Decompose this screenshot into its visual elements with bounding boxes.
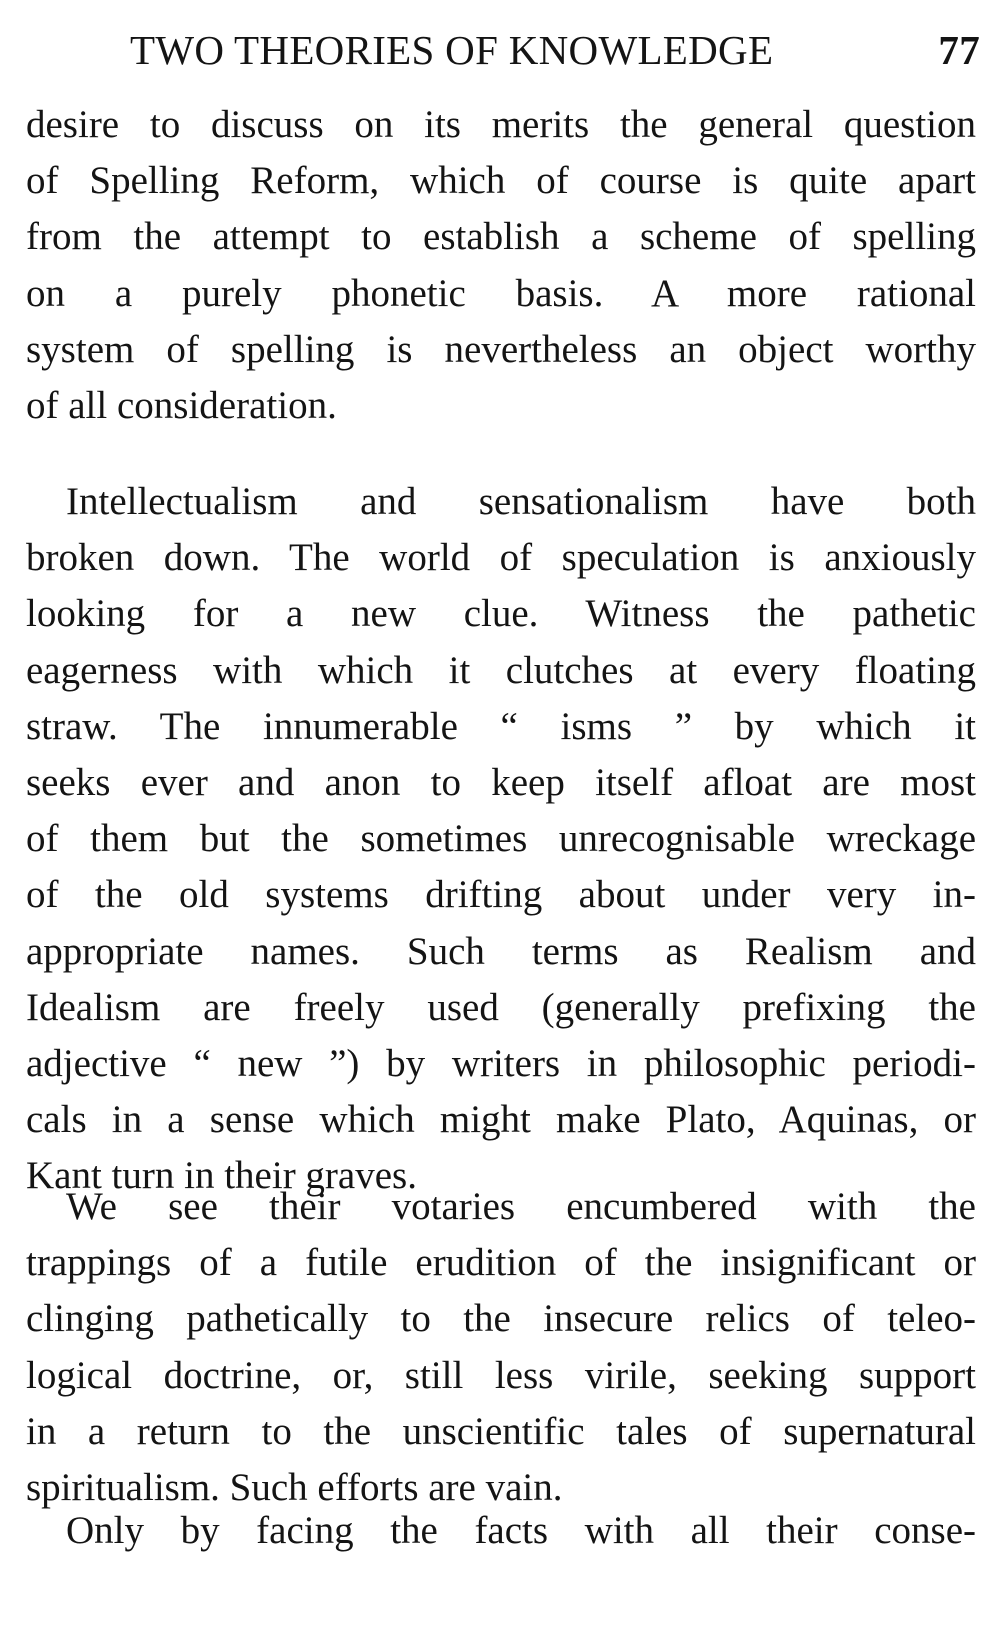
text-line: looking for a new clue. Witness the pathetic [26, 592, 976, 636]
text-line: Kant turn in their graves. [26, 1154, 417, 1198]
text-line: spiritualism. Such efforts are vain. [26, 1465, 563, 1509]
text-line: desire to discuss on its merits the general question [26, 103, 976, 146]
paragraph-facing-facts [26, 1503, 976, 1559]
text-line: seeks ever and anon to keep itself afloat are most [26, 760, 976, 804]
text-line: We see their votaries encumbered with the [66, 1185, 976, 1228]
text-line: adjective “ new ”) by writers in philosophic periodi- [26, 1041, 976, 1085]
text-line: appropriate names. Such terms as Realism and [26, 929, 976, 973]
text-line: eagerness with which it clutches at every floating [26, 648, 976, 692]
running-head [130, 20, 980, 80]
text-line: of Spelling Reform, which of course is quite apart [26, 159, 976, 203]
text-line: straw. The innumerable “ isms ” by which it [26, 704, 976, 748]
paragraph-spelling-reform [26, 97, 976, 434]
text-line: on a purely phonetic basis. A more rational [26, 271, 976, 315]
paragraph-intellectualism [26, 474, 976, 1204]
page-number: 77 [938, 27, 980, 73]
text-line: of them but the sometimes unrecognisable wreckage [26, 817, 976, 861]
text-line: Intellectualism and sensationalism have both [66, 480, 976, 523]
text-line: system of spelling is nevertheless an object worthy [26, 327, 976, 371]
text-line: cals in a sense which might make Plato, Aquinas, or [26, 1098, 976, 1142]
running-title: TWO THEORIES OF KNOWLEDGE [130, 27, 774, 73]
text-line: Only by facing the facts with all their conse- [66, 1509, 976, 1552]
text-line: clinging pathetically to the insecure relics of teleo- [26, 1297, 976, 1341]
text-line: of the old systems drifting about under very in- [26, 873, 976, 917]
text-line: Idealism are freely used (generally prefixing the [26, 985, 976, 1029]
text-line: in a return to the unscientific tales of supernatural [26, 1409, 976, 1453]
text-line: broken down. The world of speculation is anxiously [26, 536, 976, 580]
text-line: from the attempt to establish a scheme of spelling [26, 215, 976, 259]
paragraph-votaries [26, 1179, 976, 1516]
text-line: of all consideration. [26, 383, 337, 427]
text-line: trappings of a futile erudition of the insignificant or [26, 1241, 976, 1285]
text-line: logical doctrine, or, still less virile, seeking support [26, 1353, 976, 1397]
